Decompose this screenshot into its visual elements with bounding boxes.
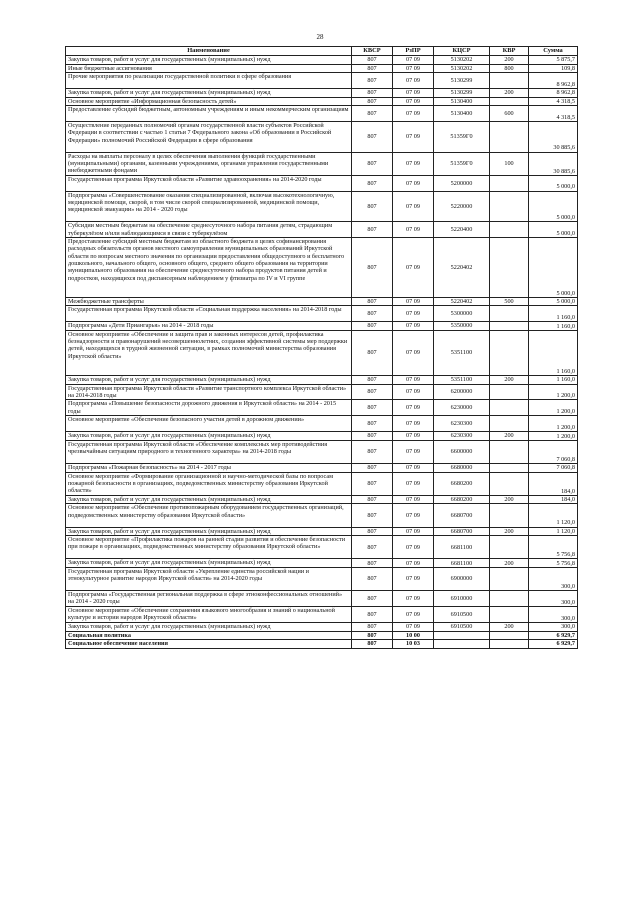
page-number: 28 bbox=[316, 33, 324, 41]
cell-rzpr: 07 09 bbox=[393, 591, 434, 607]
cell-kcsr: 6680200 bbox=[434, 472, 490, 495]
cell-kcsr: 5300000 bbox=[434, 306, 490, 322]
table-row bbox=[66, 622, 578, 631]
cell-kvr: 500 bbox=[490, 297, 529, 306]
cell-rzpr: 07 09 bbox=[393, 416, 434, 432]
table-row bbox=[66, 238, 578, 298]
table-row bbox=[66, 640, 578, 649]
cell-rzpr: 07 09 bbox=[393, 152, 434, 175]
cell-sum: 6 929,7 bbox=[529, 631, 578, 640]
column-header-kvr: КВР bbox=[490, 47, 529, 56]
cell-kcsr: 6230300 bbox=[434, 416, 490, 432]
cell-kcsr: 6230000 bbox=[434, 400, 490, 416]
cell-kvr bbox=[490, 330, 529, 375]
cell-name: Основное мероприятие «Обеспечение и защита прав и законных интересов детей, профилактика безнадзорности и правонарушений несовершеннолетних, создания эффективной системы мер поддержки детей, находящихся в трудной жизненной ситуации, в рамках полномочий министерства образования Иркутской области» bbox=[66, 330, 352, 375]
cell-sum: 5 000,0 bbox=[529, 175, 578, 191]
cell-name: Основное мероприятие «Информационная безопасность детей» bbox=[66, 97, 352, 106]
table-row bbox=[66, 175, 578, 191]
cell-kvsr: 807 bbox=[352, 152, 393, 175]
cell-kvr bbox=[490, 536, 529, 559]
table-row bbox=[66, 536, 578, 559]
cell-name: Закупка товаров, работ и услуг для государственных (муниципальных) нужд bbox=[66, 527, 352, 536]
cell-rzpr: 07 09 bbox=[393, 559, 434, 568]
cell-kvsr: 807 bbox=[352, 222, 393, 238]
cell-sum: 7 060,8 bbox=[529, 440, 578, 463]
cell-kvsr: 807 bbox=[352, 527, 393, 536]
cell-kvr: 600 bbox=[490, 106, 529, 122]
cell-kvr: 200 bbox=[490, 622, 529, 631]
cell-kvr bbox=[490, 73, 529, 89]
cell-kvr bbox=[490, 607, 529, 623]
cell-name: Закупка товаров, работ и услуг для государственных (муниципальных) нужд bbox=[66, 56, 352, 65]
table-row bbox=[66, 322, 578, 331]
cell-name: Подпрограмма «Совершенствование оказания специализированной, включая высокотехнологичную, медицинской помощи, скорой, в том числе скорой специализированной, медицинской помощи, медицинской эвакуации» на 2014 - 2020 годы bbox=[66, 191, 352, 222]
table-row bbox=[66, 464, 578, 473]
cell-kvr: 200 bbox=[490, 559, 529, 568]
cell-name: Закупка товаров, работ и услуг для государственных (муниципальных) нужд bbox=[66, 495, 352, 504]
cell-kvsr: 807 bbox=[352, 64, 393, 73]
cell-sum: 5 875,7 bbox=[529, 56, 578, 65]
cell-kvr bbox=[490, 322, 529, 331]
cell-name: Закупка товаров, работ и услуг для государственных (муниципальных) нужд bbox=[66, 375, 352, 384]
cell-rzpr: 07 09 bbox=[393, 607, 434, 623]
cell-kcsr: 5220402 bbox=[434, 238, 490, 298]
cell-rzpr: 07 09 bbox=[393, 384, 434, 400]
table-row bbox=[66, 106, 578, 122]
cell-kvr: 200 bbox=[490, 495, 529, 504]
cell-kcsr bbox=[434, 631, 490, 640]
cell-kvr bbox=[490, 306, 529, 322]
cell-kvr bbox=[490, 472, 529, 495]
cell-kvsr: 807 bbox=[352, 622, 393, 631]
cell-name: Иные бюджетные ассигнования bbox=[66, 64, 352, 73]
cell-kcsr: 6680000 bbox=[434, 464, 490, 473]
cell-name: Закупка товаров, работ и услуг для государственных (муниципальных) нужд bbox=[66, 432, 352, 441]
cell-sum: 1 160,0 bbox=[529, 375, 578, 384]
table-row bbox=[66, 559, 578, 568]
table-header-row bbox=[66, 47, 578, 56]
cell-kvsr: 807 bbox=[352, 631, 393, 640]
cell-kcsr: 6681100 bbox=[434, 559, 490, 568]
cell-kcsr: 6680700 bbox=[434, 504, 490, 527]
cell-kvsr: 807 bbox=[352, 238, 393, 298]
cell-kvsr: 807 bbox=[352, 330, 393, 375]
cell-rzpr: 07 09 bbox=[393, 504, 434, 527]
cell-name: Подпрограмма «Государственная региональная поддержка в сфере этноконфессиональных отношений» на 2014 - 2020 годы bbox=[66, 591, 352, 607]
cell-name: Социальная политика bbox=[66, 631, 352, 640]
cell-kvr bbox=[490, 440, 529, 463]
cell-rzpr: 07 09 bbox=[393, 536, 434, 559]
cell-rzpr: 07 09 bbox=[393, 106, 434, 122]
cell-kvr: 200 bbox=[490, 89, 529, 98]
cell-sum: 5 756,8 bbox=[529, 559, 578, 568]
cell-sum: 300,0 bbox=[529, 591, 578, 607]
cell-sum: 4 318,5 bbox=[529, 97, 578, 106]
cell-kcsr: 5220402 bbox=[434, 297, 490, 306]
cell-sum: 5 756,8 bbox=[529, 536, 578, 559]
cell-sum: 109,8 bbox=[529, 64, 578, 73]
cell-kcsr: 6681100 bbox=[434, 536, 490, 559]
cell-rzpr: 07 09 bbox=[393, 175, 434, 191]
cell-kvr bbox=[490, 464, 529, 473]
cell-sum: 5 000,0 bbox=[529, 297, 578, 306]
cell-name: Закупка товаров, работ и услуг для государственных (муниципальных) нужд bbox=[66, 559, 352, 568]
cell-kvr bbox=[490, 504, 529, 527]
cell-rzpr: 07 09 bbox=[393, 64, 434, 73]
cell-rzpr: 07 09 bbox=[393, 89, 434, 98]
cell-name: Основное мероприятие «Обеспечение противопожарным оборудованием государственных организаций, подведомственных министерству образования Иркутской области» bbox=[66, 504, 352, 527]
table-row bbox=[66, 400, 578, 416]
cell-rzpr: 07 09 bbox=[393, 73, 434, 89]
cell-sum: 1 120,0 bbox=[529, 504, 578, 527]
cell-kcsr: 6900000 bbox=[434, 567, 490, 590]
cell-sum: 1 200,0 bbox=[529, 432, 578, 441]
cell-kvsr: 807 bbox=[352, 73, 393, 89]
cell-kvsr: 807 bbox=[352, 472, 393, 495]
table-row bbox=[66, 472, 578, 495]
cell-kvsr: 807 bbox=[352, 384, 393, 400]
column-header-sum: Сумма bbox=[529, 47, 578, 56]
cell-kvsr: 807 bbox=[352, 440, 393, 463]
cell-kcsr: 5130400 bbox=[434, 106, 490, 122]
cell-sum: 5 000,0 bbox=[529, 222, 578, 238]
table-row bbox=[66, 56, 578, 65]
cell-sum: 300,0 bbox=[529, 567, 578, 590]
cell-kvr bbox=[490, 416, 529, 432]
cell-rzpr: 07 09 bbox=[393, 527, 434, 536]
cell-kvr bbox=[490, 122, 529, 153]
cell-kcsr bbox=[434, 640, 490, 649]
cell-kcsr: 51359Г0 bbox=[434, 152, 490, 175]
cell-kvsr: 807 bbox=[352, 432, 393, 441]
cell-kvsr: 807 bbox=[352, 591, 393, 607]
cell-kvr: 200 bbox=[490, 56, 529, 65]
cell-kvsr: 807 bbox=[352, 607, 393, 623]
cell-sum: 8 962,8 bbox=[529, 73, 578, 89]
table-row bbox=[66, 416, 578, 432]
table-row bbox=[66, 432, 578, 441]
cell-kvr: 200 bbox=[490, 375, 529, 384]
table-row bbox=[66, 330, 578, 375]
cell-sum: 1 160,0 bbox=[529, 322, 578, 331]
table-row bbox=[66, 297, 578, 306]
table-row bbox=[66, 631, 578, 640]
cell-rzpr: 07 09 bbox=[393, 122, 434, 153]
cell-kcsr: 6910500 bbox=[434, 622, 490, 631]
cell-sum: 4 318,5 bbox=[529, 106, 578, 122]
cell-name: Подпрограмма «Дети Приангарья» на 2014 - 2018 годы bbox=[66, 322, 352, 331]
cell-sum: 1 200,0 bbox=[529, 400, 578, 416]
table-row bbox=[66, 375, 578, 384]
cell-rzpr: 07 09 bbox=[393, 238, 434, 298]
cell-kcsr: 5130299 bbox=[434, 89, 490, 98]
table-row bbox=[66, 89, 578, 98]
cell-rzpr: 07 09 bbox=[393, 322, 434, 331]
cell-kvr bbox=[490, 175, 529, 191]
table-row bbox=[66, 191, 578, 222]
table-row bbox=[66, 384, 578, 400]
cell-name: Предоставление субсидий местным бюджетам из областного бюджета в целях софинансирования расходных обязательств органов местного самоуправления муниципальных образований Иркутской области по вопросам местного значения по организации предоставления общедоступного и бесплатного дошкольного, начального общего, основного общего, среднего общего образования на территории муниципального образования на обеспечение среднесуточного набора продуктов питания детей и подростков, находящихся под диспансерным наблюдением у фтизиатра по IV и VI группе bbox=[66, 238, 352, 298]
cell-rzpr: 07 09 bbox=[393, 622, 434, 631]
cell-kcsr: 5130400 bbox=[434, 97, 490, 106]
cell-kvr: 200 bbox=[490, 527, 529, 536]
cell-sum: 5 000,0 bbox=[529, 191, 578, 222]
cell-kvsr: 807 bbox=[352, 306, 393, 322]
cell-kcsr: 5350000 bbox=[434, 322, 490, 331]
cell-name: Государственная программа Иркутской области «Развитие здравоохранения» на 2014-2020 годы bbox=[66, 175, 352, 191]
table-row bbox=[66, 306, 578, 322]
table-row bbox=[66, 122, 578, 153]
cell-kcsr: 5130299 bbox=[434, 73, 490, 89]
cell-rzpr: 07 09 bbox=[393, 191, 434, 222]
cell-kvsr: 807 bbox=[352, 297, 393, 306]
cell-name: Основное мероприятие «Формирование организационной и научно-методической базы по вопросам пожарной безопасности в организациях, подведомственных министерству образования Иркутской области» bbox=[66, 472, 352, 495]
cell-kvr bbox=[490, 640, 529, 649]
cell-sum: 1 120,0 bbox=[529, 527, 578, 536]
cell-sum: 8 962,8 bbox=[529, 89, 578, 98]
column-header-kcsr: КЦСР bbox=[434, 47, 490, 56]
cell-name: Государственная программа Иркутской области «Социальная поддержка населения» на 2014-2018 годы bbox=[66, 306, 352, 322]
cell-rzpr: 07 09 bbox=[393, 567, 434, 590]
cell-rzpr: 07 09 bbox=[393, 400, 434, 416]
table-row bbox=[66, 73, 578, 89]
cell-rzpr: 07 09 bbox=[393, 297, 434, 306]
cell-kcsr: 5351100 bbox=[434, 375, 490, 384]
cell-kvsr: 807 bbox=[352, 97, 393, 106]
cell-name: Государственная программа Иркутской области «Обеспечение комплексных мер противодействия чрезвычайным ситуациям природного и техногенного характера» на 2014-2018 годы bbox=[66, 440, 352, 463]
cell-rzpr: 07 09 bbox=[393, 56, 434, 65]
cell-sum: 1 160,0 bbox=[529, 330, 578, 375]
cell-sum: 6 929,7 bbox=[529, 640, 578, 649]
cell-kcsr: 5130202 bbox=[434, 56, 490, 65]
cell-sum: 5 000,0 bbox=[529, 238, 578, 298]
cell-name: Социальное обеспечение населения bbox=[66, 640, 352, 649]
table-row bbox=[66, 591, 578, 607]
cell-name: Государственная программа Иркутской области «Развитие транспортного комплекса Иркутской области» на 2014-2018 годы bbox=[66, 384, 352, 400]
table-row bbox=[66, 607, 578, 623]
cell-sum: 30 885,6 bbox=[529, 152, 578, 175]
table-row bbox=[66, 64, 578, 73]
cell-kvr: 100 bbox=[490, 152, 529, 175]
cell-kvr bbox=[490, 238, 529, 298]
cell-kvsr: 807 bbox=[352, 504, 393, 527]
cell-name: Субсидии местным бюджетам на обеспечение среднесуточного набора питания детям, страдающим туберкулёзом и/или наблюдающимся в связи с туберкулёзом bbox=[66, 222, 352, 238]
cell-name: Основное мероприятие «Обеспечение сохранения языкового многообразия и знаний о национальной культуре и истории народов Иркутской области» bbox=[66, 607, 352, 623]
table-row bbox=[66, 440, 578, 463]
cell-kcsr: 6200000 bbox=[434, 384, 490, 400]
cell-rzpr: 07 09 bbox=[393, 464, 434, 473]
cell-kvr bbox=[490, 191, 529, 222]
cell-name: Прочие мероприятия по реализации государственной политики в сфере образования bbox=[66, 73, 352, 89]
cell-kvsr: 807 bbox=[352, 56, 393, 65]
cell-sum: 30 885,6 bbox=[529, 122, 578, 153]
table-body bbox=[66, 56, 578, 649]
budget-table bbox=[65, 46, 578, 649]
cell-kvsr: 807 bbox=[352, 191, 393, 222]
column-header-name: Наименование bbox=[66, 47, 352, 56]
cell-kvsr: 807 bbox=[352, 567, 393, 590]
cell-name: Предоставление субсидий бюджетным, автономным учреждениям и иным некоммерческим организациям bbox=[66, 106, 352, 122]
cell-name: Подпрограмма «Повышение безопасности дорожного движения в Иркутской области» на 2014 - 2015 годы bbox=[66, 400, 352, 416]
table-row bbox=[66, 495, 578, 504]
table-row bbox=[66, 222, 578, 238]
cell-rzpr: 07 09 bbox=[393, 222, 434, 238]
cell-kcsr: 5220000 bbox=[434, 191, 490, 222]
cell-rzpr: 07 09 bbox=[393, 97, 434, 106]
cell-kvsr: 807 bbox=[352, 640, 393, 649]
cell-kvr: 800 bbox=[490, 64, 529, 73]
cell-kvsr: 807 bbox=[352, 175, 393, 191]
cell-kvsr: 807 bbox=[352, 495, 393, 504]
cell-kvr bbox=[490, 222, 529, 238]
cell-sum: 1 200,0 bbox=[529, 416, 578, 432]
cell-name: Осуществление переданных полномочий органам государственной власти субъектов Российской Федерации в соответствии с частью 1 статьи 7 Федерального закона «Об образовании в Российской Федерации» полномочий Российской Федерации в сфере образования bbox=[66, 122, 352, 153]
cell-rzpr: 07 09 bbox=[393, 495, 434, 504]
cell-kvsr: 807 bbox=[352, 464, 393, 473]
cell-rzpr: 07 09 bbox=[393, 375, 434, 384]
cell-kcsr: 5220400 bbox=[434, 222, 490, 238]
cell-rzpr: 07 09 bbox=[393, 472, 434, 495]
cell-kvr: 200 bbox=[490, 432, 529, 441]
cell-kcsr: 5200000 bbox=[434, 175, 490, 191]
cell-kcsr: 6600000 bbox=[434, 440, 490, 463]
cell-kcsr: 6230300 bbox=[434, 432, 490, 441]
cell-rzpr: 07 09 bbox=[393, 432, 434, 441]
cell-name: Подпрограмма «Пожарная безопасность» на 2014 - 2017 годы bbox=[66, 464, 352, 473]
cell-kvsr: 807 bbox=[352, 89, 393, 98]
cell-name: Закупка товаров, работ и услуг для государственных (муниципальных) нужд bbox=[66, 622, 352, 631]
cell-kcsr: 6910000 bbox=[434, 591, 490, 607]
cell-rzpr: 07 09 bbox=[393, 440, 434, 463]
cell-kcsr: 5130202 bbox=[434, 64, 490, 73]
cell-name: Основное мероприятие «Обеспечение безопасного участия детей в дорожном движении» bbox=[66, 416, 352, 432]
cell-name: Межбюджетные трансферты bbox=[66, 297, 352, 306]
cell-name: Государственная программа Иркутской области «Укрепление единства российской нации и этнокультурное развитие народов Иркутской области» на 2014-2020 годы bbox=[66, 567, 352, 590]
cell-kvsr: 807 bbox=[352, 106, 393, 122]
cell-kcsr: 5351100 bbox=[434, 330, 490, 375]
cell-sum: 300,0 bbox=[529, 622, 578, 631]
cell-kvsr: 807 bbox=[352, 122, 393, 153]
cell-rzpr: 07 09 bbox=[393, 306, 434, 322]
cell-kvr bbox=[490, 384, 529, 400]
table-row bbox=[66, 567, 578, 590]
cell-name: Закупка товаров, работ и услуг для государственных (муниципальных) нужд bbox=[66, 89, 352, 98]
cell-kcsr: 51359Г0 bbox=[434, 122, 490, 153]
cell-name: Расходы на выплаты персоналу в целях обеспечения выполнения функций государственными (муниципальными) органами, казенными учреждениями, органами управления государственными внебюджетными фондами bbox=[66, 152, 352, 175]
cell-kvr bbox=[490, 631, 529, 640]
cell-sum: 7 060,8 bbox=[529, 464, 578, 473]
cell-rzpr: 10 00 bbox=[393, 631, 434, 640]
cell-kvsr: 807 bbox=[352, 375, 393, 384]
cell-kvr bbox=[490, 567, 529, 590]
cell-kvsr: 807 bbox=[352, 322, 393, 331]
cell-rzpr: 10 03 bbox=[393, 640, 434, 649]
column-header-rzpr: РзПР bbox=[393, 47, 434, 56]
cell-kcsr: 6680700 bbox=[434, 527, 490, 536]
cell-kvsr: 807 bbox=[352, 400, 393, 416]
cell-kvr bbox=[490, 97, 529, 106]
cell-sum: 1 200,0 bbox=[529, 384, 578, 400]
cell-kcsr: 6680200 bbox=[434, 495, 490, 504]
cell-kvsr: 807 bbox=[352, 559, 393, 568]
column-header-kvsr: КВСР bbox=[352, 47, 393, 56]
cell-sum: 300,0 bbox=[529, 607, 578, 623]
cell-sum: 184,0 bbox=[529, 472, 578, 495]
cell-kcsr: 6910500 bbox=[434, 607, 490, 623]
cell-rzpr: 07 09 bbox=[393, 330, 434, 375]
cell-sum: 1 160,0 bbox=[529, 306, 578, 322]
cell-kvr bbox=[490, 400, 529, 416]
table-row bbox=[66, 97, 578, 106]
cell-kvsr: 807 bbox=[352, 416, 393, 432]
cell-name: Основное мероприятие «Профилактика пожаров на ранней стадии развития и обеспечение безопасности при пожаре в организациях, подведомственных министерству образования Иркутской области» bbox=[66, 536, 352, 559]
table-row bbox=[66, 152, 578, 175]
cell-kvr bbox=[490, 591, 529, 607]
cell-kvsr: 807 bbox=[352, 536, 393, 559]
table-row bbox=[66, 504, 578, 527]
table-row bbox=[66, 527, 578, 536]
cell-sum: 184,0 bbox=[529, 495, 578, 504]
